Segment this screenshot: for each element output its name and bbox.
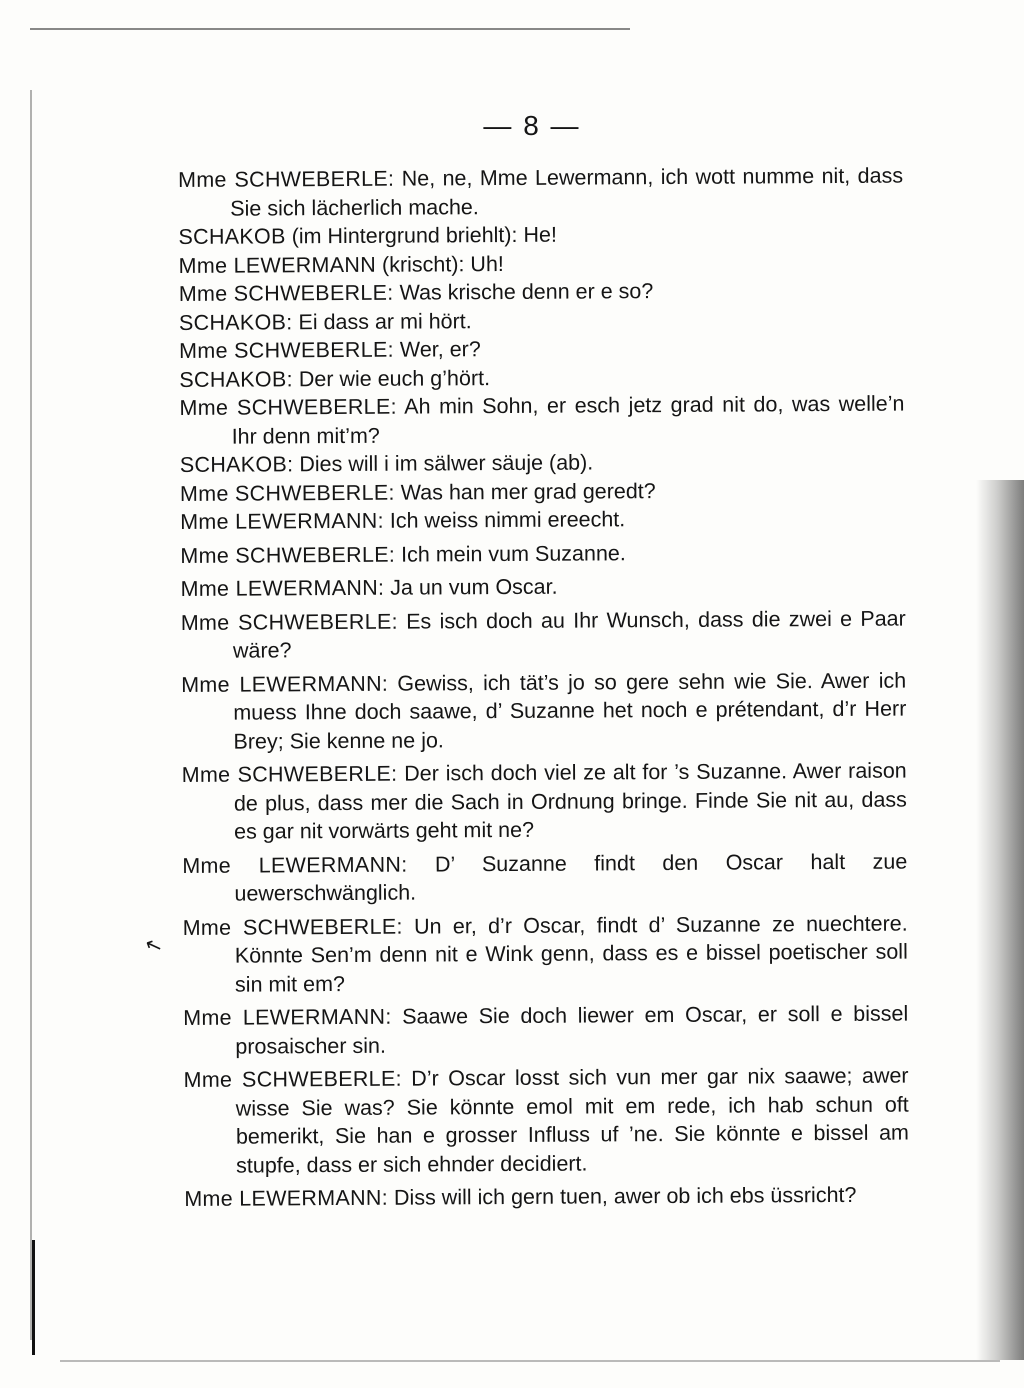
dialogue-text-line: Ne, ne, Mme Lewermann, ich wott numme nit, dass Sie sich lächerlich mache. [230,163,904,221]
speaker-name: Mme SCHWEBERLE: [179,337,394,363]
dialogue-text-line: Diss will ich gern tuen, awer ob ich ebs üssricht? [393,1182,857,1210]
speaker-name: Mme SCHWEBERLE: [183,1066,402,1092]
speaker-name: SCHAKOB [178,224,286,249]
dialogue-text-line: Ich weiss nimmi ereecht. [389,507,626,533]
dialogue-text-line: D’ Suzanne findt den Oscar halt zue uewerschwänglich. [234,849,908,906]
dialogue-line [181,604,906,665]
speaker-name: Mme LEWERMANN: [181,671,389,697]
dialogue-text-line: Ich mein vum Suzanne. [401,540,626,567]
speaker-name: Mme SCHWEBERLE: [181,761,398,787]
scan-edge-left [30,90,32,1340]
speaker-name: Mme SCHWEBERLE: [180,609,398,635]
dialogue-text-line: Ah min Sohn, er esch jetz grad nit do, was welle’n Ihr denn mit’m? [231,391,905,449]
speaker-name: Mme LEWERMANN: [182,852,408,878]
speaker-name: Mme LEWERMANN: [180,575,385,601]
speaker-name: Mme SCHWEBERLE: [178,166,395,192]
dialogue-line [180,537,905,570]
speaker-name: Mme SCHWEBERLE: [178,280,394,306]
dialogue-text-line: Saawe Sie doch liewer em Oscar, er soll e bissel prosaischer sin. [235,1001,909,1059]
dialogue-line [183,909,909,999]
scan-edge-right [976,480,1024,1360]
speaker-name: Mme SCHWEBERLE: [180,542,396,568]
scan-edge-bottom [60,1360,1000,1362]
speaker-name: Mme LEWERMANN: [180,508,384,534]
dialogue-line [182,847,907,908]
dialogue-line [179,247,904,280]
dialogue-text-line: Was han mer grad geredt? [400,478,656,505]
page-number: — 8 — [483,110,581,141]
dialogue-line [180,447,905,480]
dialogue-line [181,666,907,756]
speaker-name: Mme LEWERMANN: [184,1185,389,1211]
dialogue-line [182,757,908,847]
speaker-name: SCHAKOB: [179,452,294,477]
dialogue-text-line: Der isch doch viel ze alt for ’s Suzanne. Awer raison de plus, dass mer die Sach in Ordnung bringe. Finde Sie nit au, dass es gar nit vorwärts geht mit ne? [233,758,907,844]
dialogue-text-line: Wer, er? [399,337,481,362]
speaker-name: SCHAKOB: [178,309,293,335]
dialogue-line [184,1181,909,1214]
dialogue-line [179,276,904,309]
margin-arrow-mark: ↖ [141,930,166,960]
dialogue-line [180,475,905,508]
dialogue-line [180,571,905,604]
dialogue-line [179,361,904,394]
dialogue-text-line: (im Hintergrund briehlt): He! [291,222,557,249]
dialogue-line [183,1062,909,1180]
dialogue-text-line: Was krische denn er e so? [399,279,654,305]
dialogue-line [178,219,903,252]
dialogue-line [180,504,905,537]
speaker-name: Mme LEWERMANN: [183,1004,392,1030]
dialogue-line [179,304,904,337]
dialogue-text-line: Dies will i im sälwer säuje (ab). [299,450,594,477]
dialogue-line [179,333,904,366]
dialogue-text-line: Ei dass ar mi hört. [298,308,472,334]
scan-edge-left-bottom [32,1240,35,1355]
dialogue-text-line: Der wie euch g’hört. [298,365,491,391]
dialogue-text-line: D’r Oscar losst sich vun mer gar nix saawe; awer wisse Sie was? Sie könnte emol mit em rede, ich hab schun oft bemerikt, Sie han e grosser Influss uf ’ne. Sie könnte e bissel am stupfe, dass er sich ehnder decidiert. [235,1063,909,1178]
dialogue-text-line: Ja un vum Oscar. [390,574,558,600]
dialogue-text-line: (krischt): Uh! [381,251,504,277]
scan-edge-top [30,28,630,30]
speaker-name: Mme SCHWEBERLE: [182,914,403,940]
dialogue-line [178,162,903,223]
speaker-name: Mme SCHWEBERLE: [179,394,397,420]
speaker-name: SCHAKOB: [179,366,293,392]
speaker-name: Mme LEWERMANN [178,252,377,278]
dialogue-text-line: Un er, d’r Oscar, findt d’ Suzanne ze nuechtere. Könnte Sen’m denn nit e Wink genn, dass es e bissel poetischer soll sin mit em? [234,911,908,997]
dialogue-text-line: Es isch doch au Ihr Wunsch, dass die zwei e Paar wäre? [232,606,906,663]
dialogue-line [183,1000,908,1061]
speaker-name: Mme SCHWEBERLE: [179,480,395,506]
dialogue-text [178,162,909,1214]
dialogue-line [179,390,904,451]
dialogue-text-line: Gewiss, ich tät’s jo so gere sehn wie Sie. Awer ich muess Ihne doch saawe, d’ Suzanne het noch e prétendant, d’r Herr Brey; Sie kenne ne jo. [233,668,907,754]
